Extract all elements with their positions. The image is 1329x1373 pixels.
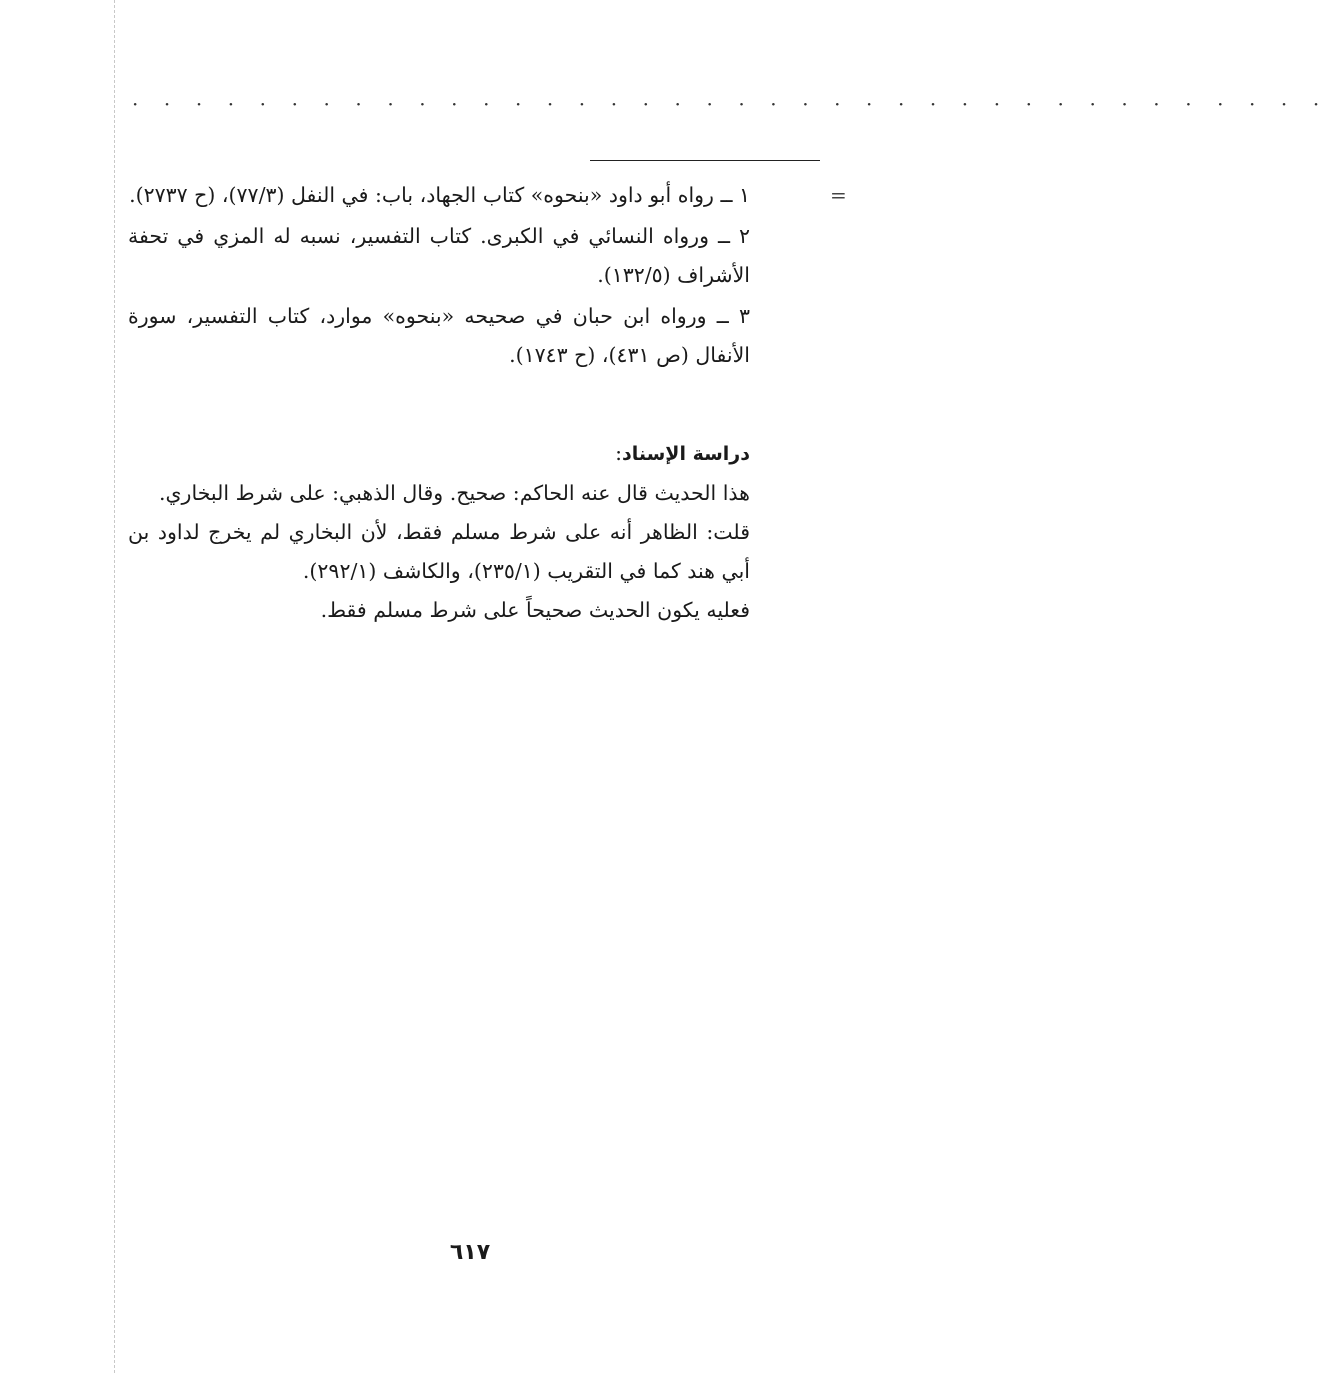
- study-paragraph-2: قلت: الظاهر أنه على شرط مسلم فقط، لأن البخاري لم يخرج لداود بن أبي هند كما في التقريب (٢٣٥/١)، والكاشف (٢٩٢/١).: [128, 520, 750, 583]
- footnote-3: ٣ ــ ورواه ابن حبان في صحيحه «بنحوه» موارد، كتاب التفسير، سورة الأنفال (ص ٤٣١)، (ح ١٧٤٣).: [128, 304, 750, 367]
- margin-guide-line: [114, 0, 115, 1373]
- section-heading-text: دراسة الإسناد: [621, 443, 750, 465]
- footnote-1: ١ ــ رواه أبو داود «بنحوه» كتاب الجهاد، باب: في النفل (٧٧/٣)، (ح ٢٧٣٧).: [129, 183, 750, 207]
- continuation-mark: =: [830, 183, 847, 207]
- footnote-2: ٢ ــ ورواه النسائي في الكبرى. كتاب التفسير، نسبه له المزي في تحفة الأشراف (١٣٢/٥).: [128, 224, 750, 287]
- isnad-study-section: [128, 434, 750, 630]
- study-paragraph-1: هذا الحديث قال عنه الحاكم: صحيح. وقال الذهبي: على شرط البخاري.: [158, 481, 750, 505]
- study-paragraph-3: فعليه يكون الحديث صحيحاً على شرط مسلم فقط.: [320, 598, 750, 622]
- footnotes-block: [128, 176, 750, 377]
- footnote-separator-line: [590, 160, 820, 161]
- section-heading-colon: :: [615, 441, 622, 465]
- page-number: ٦١٧: [449, 1240, 491, 1265]
- section-heading: [128, 434, 750, 474]
- dotted-separator: · · · · · · · · · · · · · · · · · · · · · · · · · · · · · · · · · · · · · ·: [132, 92, 1329, 116]
